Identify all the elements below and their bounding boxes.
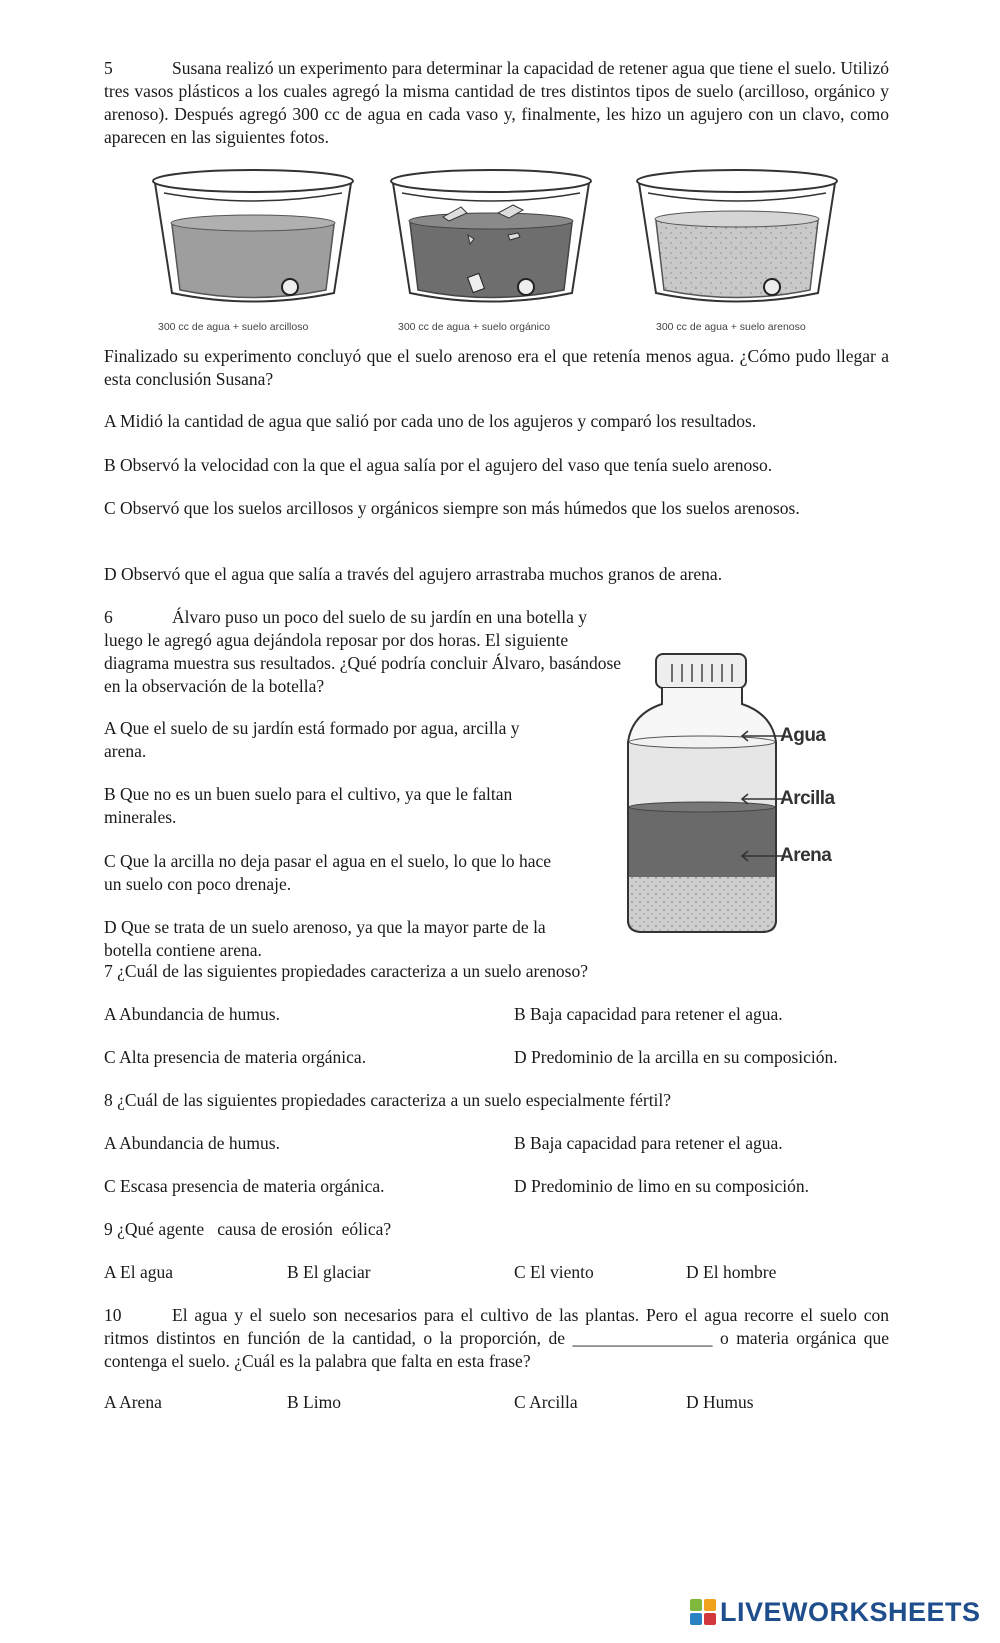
glass-sandy bbox=[637, 170, 837, 302]
q5-caption-sandy: 300 cc de agua + suelo arenoso bbox=[656, 321, 806, 333]
glass-clay bbox=[153, 170, 353, 302]
q8-statement: 8 ¿Cuál de las siguientes propiedades caracteriza a un suelo especialmente fértil? bbox=[104, 1090, 672, 1110]
q5-text: Susana realizó un experimento para determinar la capacidad de retener agua que tiene el suelo. Utilizó tres vasos plásticos a los cuales agregó la misma cantidad de tres distintos tipos de suelo (arcilloso, orgánico y arenoso). Después agregó 300 cc de agua en cada vaso y, finalmente, les hizo un agujero con un clavo, como aparecen en las siguientes fotos. bbox=[104, 58, 889, 147]
q7-option-b[interactable]: B Baja capacidad para retener el agua. bbox=[514, 1004, 783, 1024]
q7-option-d[interactable]: D Predominio de la arcilla en su composición. bbox=[514, 1047, 838, 1067]
liveworksheets-logo-text: LIVEWORKSHEETS bbox=[720, 1596, 981, 1627]
q6-statement bbox=[104, 606, 624, 698]
q10-option-a[interactable]: A Arena bbox=[104, 1392, 162, 1412]
q8-option-d[interactable]: D Predominio de limo en su composición. bbox=[514, 1176, 810, 1196]
q5-caption-clay: 300 cc de agua + suelo arcilloso bbox=[158, 321, 309, 333]
q5-option-a[interactable]: A Midió la cantidad de agua que salió por cada uno de los agujeros y comparó los resultados. bbox=[104, 411, 757, 431]
liveworksheets-logo-icon bbox=[690, 1599, 716, 1625]
q7-option-a[interactable]: A Abundancia de humus. bbox=[104, 1004, 280, 1024]
q8-option-b[interactable]: B Baja capacidad para retener el agua. bbox=[514, 1133, 783, 1153]
q9-option-b[interactable]: B El glaciar bbox=[287, 1262, 371, 1282]
q9-option-c[interactable]: C El viento bbox=[514, 1262, 594, 1282]
q5-option-b[interactable]: B Observó la velocidad con la que el agua salía por el agujero del vaso que tenía suelo arenoso. bbox=[104, 455, 773, 475]
q7-option-c[interactable]: C Alta presencia de materia orgánica. bbox=[104, 1047, 367, 1067]
q9-option-d[interactable]: D El hombre bbox=[686, 1262, 777, 1282]
q9-statement: 9 ¿Qué agente causa de erosión eólica? bbox=[104, 1219, 392, 1239]
q6-option-a[interactable]: A Que el suelo de su jardín está formado por agua, arcilla y arena. bbox=[104, 718, 520, 761]
q5-option-d[interactable]: D Observó que el agua que salía a través del agujero arrastraba muchos granos de arena. bbox=[104, 564, 723, 584]
q10-option-b[interactable]: B Limo bbox=[287, 1392, 341, 1412]
label-arcilla: Arcilla bbox=[780, 788, 835, 809]
q5-glasses-illustration bbox=[150, 165, 890, 335]
q5-option-c[interactable]: C Observó que los suelos arcillosos y orgánicos siempre son más húmedos que los suelos arenosos. bbox=[104, 498, 800, 518]
q8-option-c[interactable]: C Escasa presencia de materia orgánica. bbox=[104, 1176, 385, 1196]
q5-caption-organic: 300 cc de agua + suelo orgánico bbox=[398, 321, 551, 333]
q10-number: 10 bbox=[104, 1305, 122, 1325]
q6-option-b[interactable]: B Que no es un buen suelo para el cultivo, ya que le faltan minerales. bbox=[104, 784, 513, 827]
q5-number: 5 bbox=[104, 58, 113, 78]
q10-text: El agua y el suelo son necesarios para el cultivo de las plantas. Pero el agua recorre el suelo con ritmos distintos en función de la cantidad, o la proporción, de ________________ o materia orgánica que contenga el suelo. ¿Cuál es la palabra que falta en esta frase? bbox=[104, 1305, 889, 1371]
q6-option-c[interactable]: C Que la arcilla no deja pasar el agua en el suelo, lo que lo hace un suelo con poco drenaje. bbox=[104, 851, 552, 894]
label-agua: Agua bbox=[780, 725, 826, 746]
q10-statement bbox=[104, 1304, 889, 1373]
q6-text: Álvaro puso un poco del suelo de su jardín en una botella y luego le agregó agua dejándola reposar por dos horas. El siguiente diagrama muestra sus resultados. ¿Qué podría concluir Álvaro, basándose en la observación de la botella? bbox=[104, 607, 622, 696]
q5-statement bbox=[104, 57, 889, 149]
q10-option-d[interactable]: D Humus bbox=[686, 1392, 754, 1412]
q8-option-a[interactable]: A Abundancia de humus. bbox=[104, 1133, 280, 1153]
q5-followup: Finalizado su experimento concluyó que el suelo arenoso era el que retenía menos agua. ¿Cómo pudo llegar a esta conclusión Susana? bbox=[104, 346, 889, 389]
q6-option-d[interactable]: D Que se trata de un suelo arenoso, ya que la mayor parte de la botella contiene arena. bbox=[104, 917, 546, 960]
q10-option-c[interactable]: C Arcilla bbox=[514, 1392, 578, 1412]
label-arena: Arena bbox=[780, 845, 832, 866]
q7-statement: 7 ¿Cuál de las siguientes propiedades caracteriza a un suelo arenoso? bbox=[104, 961, 588, 981]
q6-number: 6 bbox=[104, 607, 113, 627]
q9-option-a[interactable]: A El agua bbox=[104, 1262, 174, 1282]
glass-organic bbox=[391, 170, 591, 302]
liveworksheets-logo[interactable] bbox=[690, 1596, 981, 1628]
